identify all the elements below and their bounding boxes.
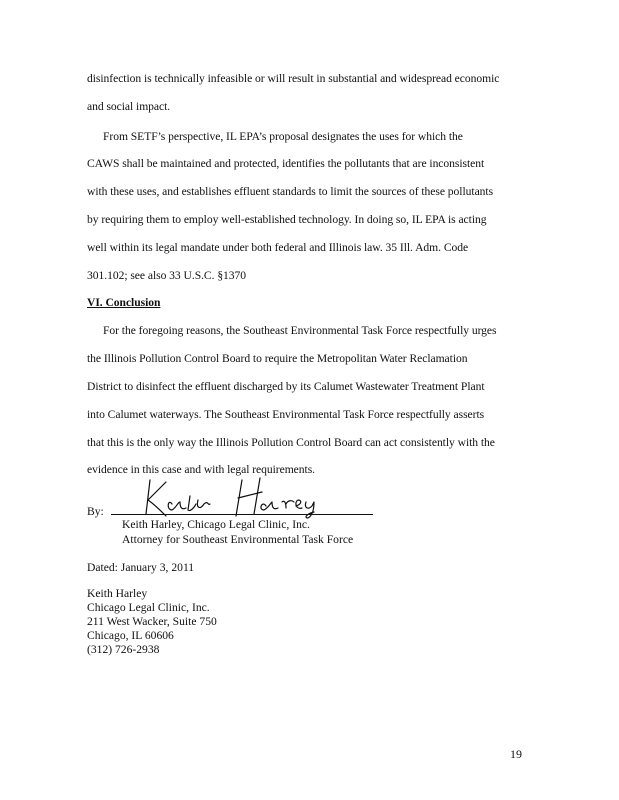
body-line: well within its legal mandate under both federal and Illinois law. 35 Ill. Adm. Code [87,241,469,254]
signatory-name: Keith Harley, Chicago Legal Clinic, Inc. [122,518,310,531]
signature-line [111,514,373,515]
address-line: Keith Harley [87,587,148,600]
page-number: 19 [510,747,522,761]
body-line: by requiring them to employ well-established technology. In doing so, IL EPA is acting [87,213,487,226]
body-line: and social impact. [87,100,171,113]
signature-by-label: By: [87,505,104,518]
address-line: 211 West Wacker, Suite 750 [87,615,217,628]
section-heading: VI. Conclusion [87,296,161,309]
conclusion-line: District to disinfect the effluent discharged by its Calumet Wastewater Treatment Plant [87,380,485,393]
date-line: Dated: January 3, 2011 [87,561,195,574]
body-line: From SETF’s perspective, IL EPA’s proposal designates the uses for which the [103,130,463,143]
address-line: (312) 726-2938 [87,643,160,656]
signatory-title: Attorney for Southeast Environmental Task Force [122,533,354,546]
address-line: Chicago, IL 60606 [87,629,174,642]
body-line: with these uses, and establishes effluent standards to limit the sources of these pollutants [87,185,494,198]
body-line: disinfection is technically infeasible or will result in substantial and widespread economic [87,72,500,85]
conclusion-line: into Calumet waterways. The Southeast Environmental Task Force respectfully asserts [87,408,485,421]
conclusion-line: the Illinois Pollution Control Board to require the Metropolitan Water Reclamation [87,352,468,365]
conclusion-line: that this is the only way the Illinois Pollution Control Board can act consistently with the [87,436,495,449]
body-line: CAWS shall be maintained and protected, identifies the pollutants that are inconsistent [87,157,485,170]
address-line: Chicago Legal Clinic, Inc. [87,601,210,614]
conclusion-line: For the foregoing reasons, the Southeast Environmental Task Force respectfully urges [103,324,497,337]
conclusion-line: evidence in this case and with legal requirements. [87,463,316,476]
body-line: 301.102; see also 33 U.S.C. §1370 [87,269,247,282]
